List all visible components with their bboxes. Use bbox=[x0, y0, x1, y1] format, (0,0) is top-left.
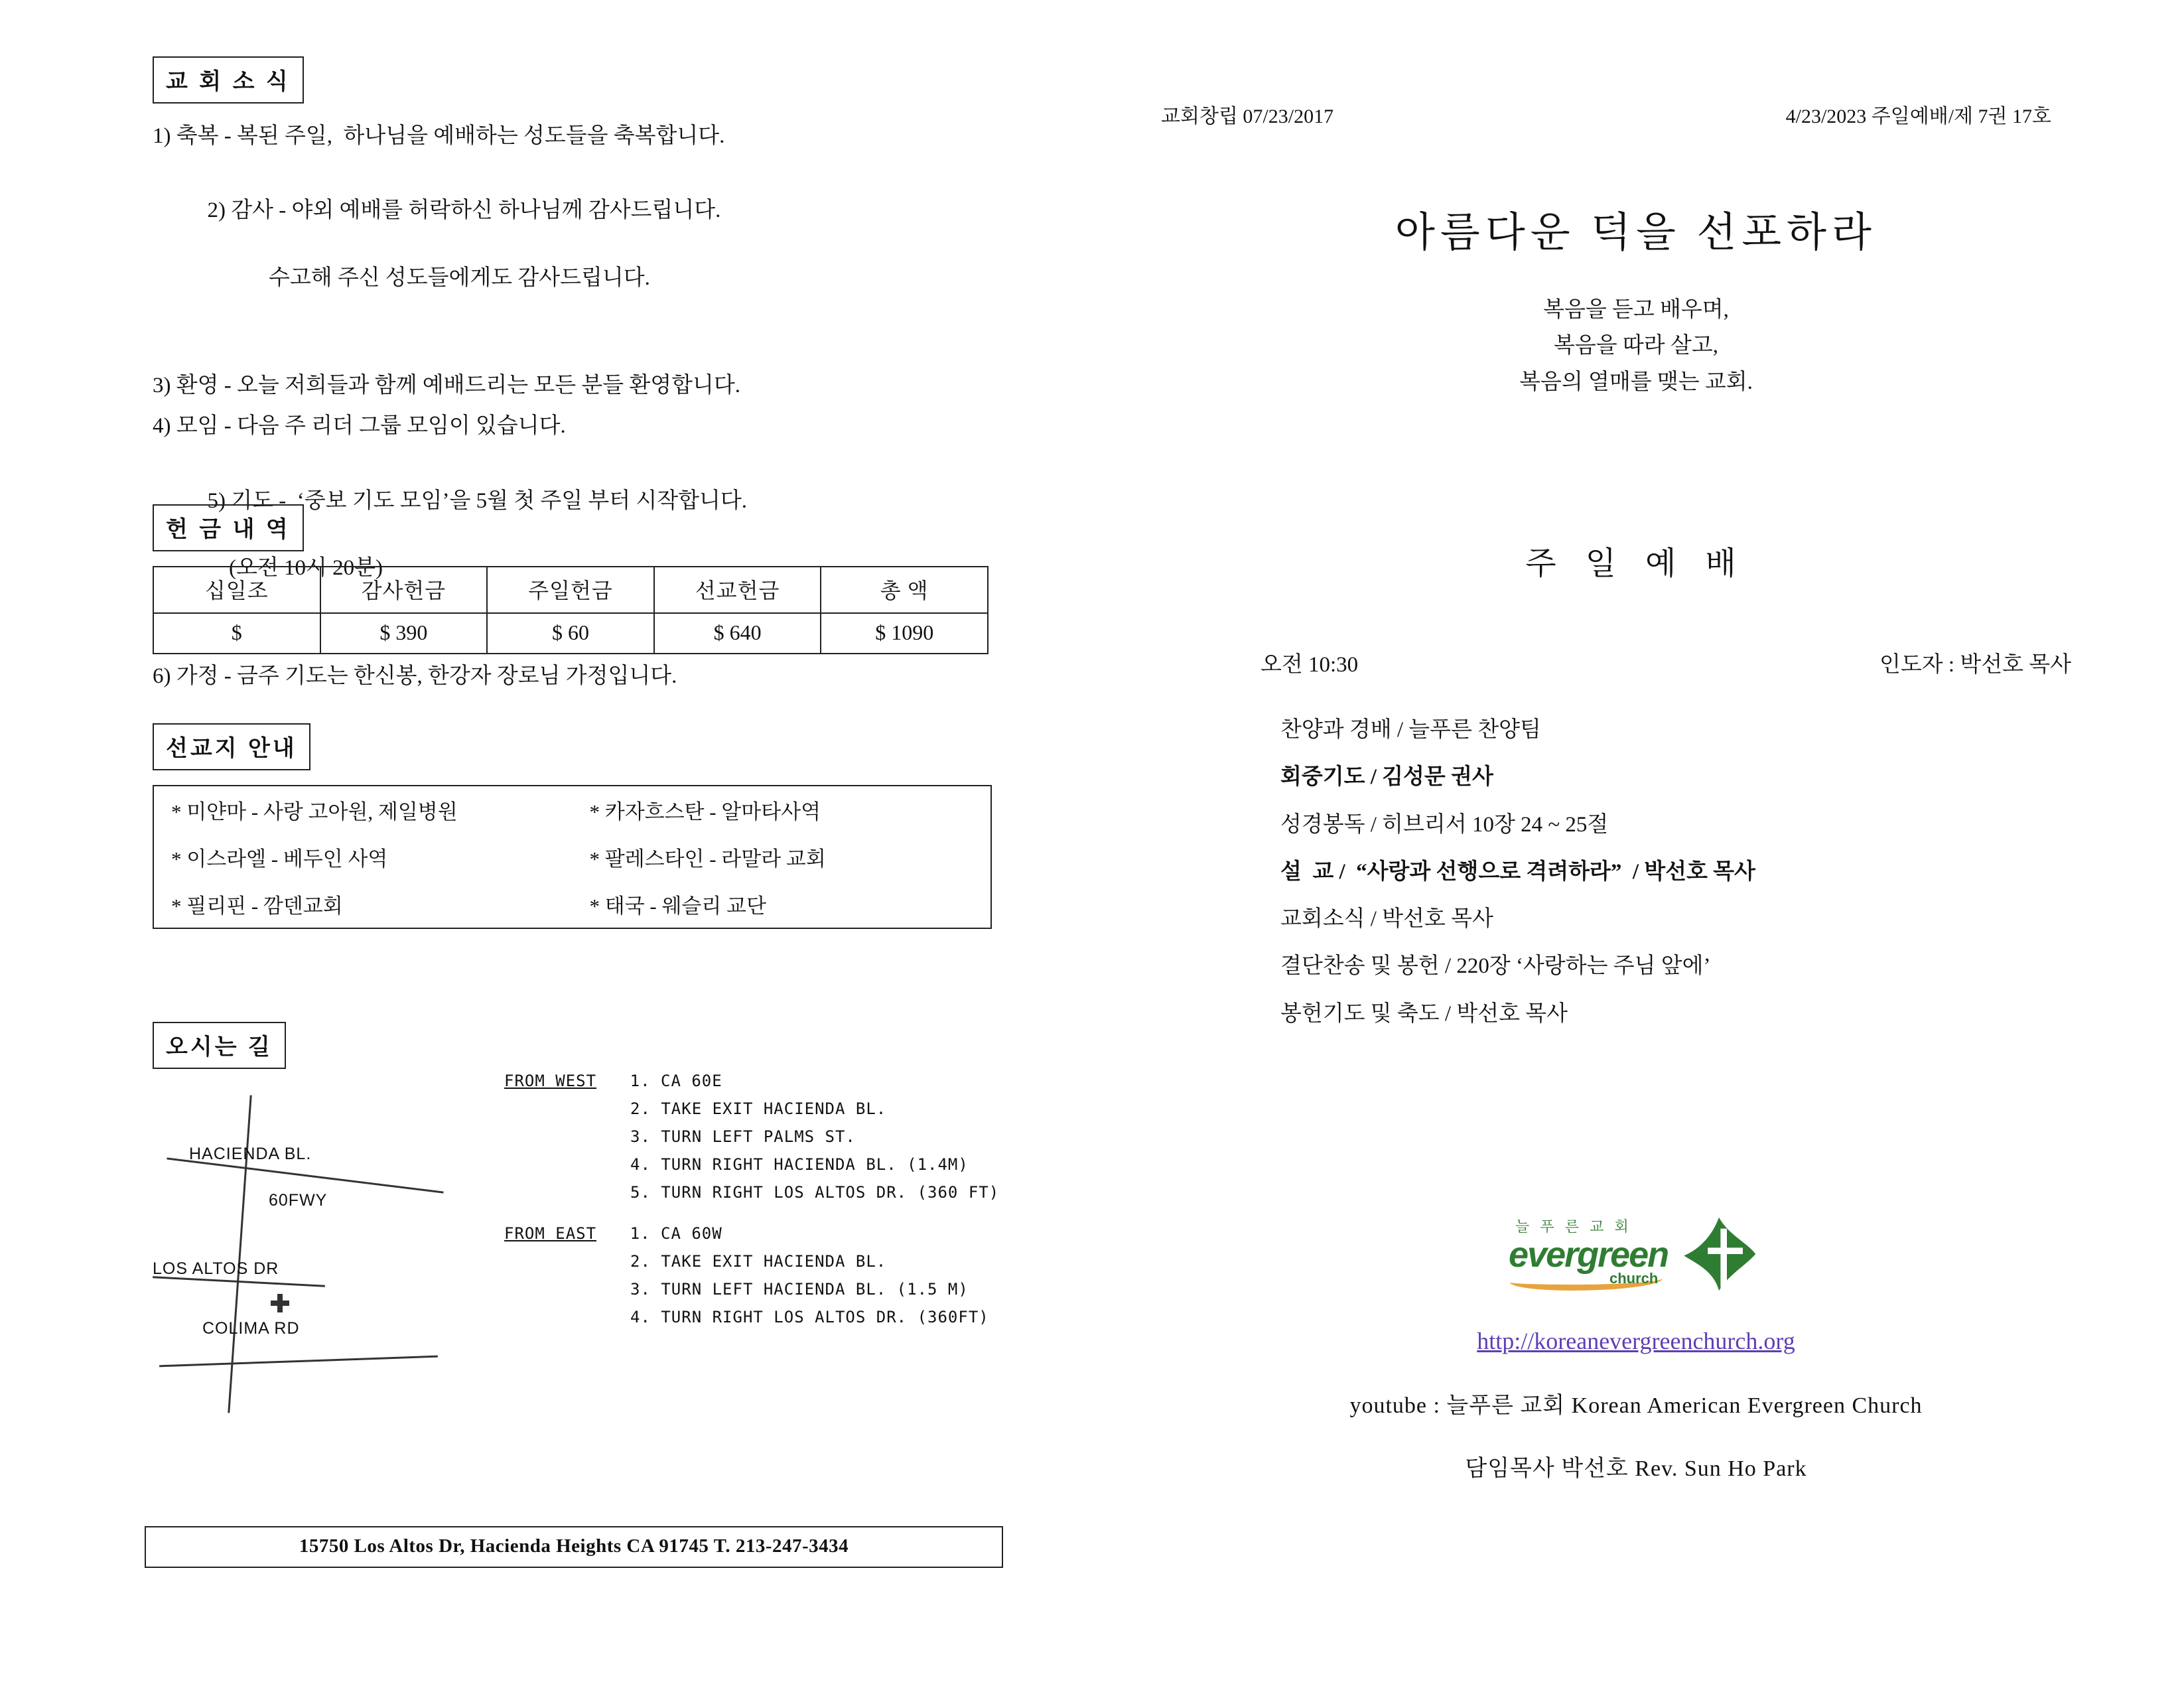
order-item-praise: 찬양과 경배 / 늘푸른 찬양팀 bbox=[1280, 718, 1541, 742]
mission-cell-thailand: * 태국 - 웨슬리 교단 bbox=[589, 894, 766, 918]
offering-value-total: $ 1090 bbox=[821, 613, 988, 654]
route-from-west-label: FROM WEST bbox=[504, 1072, 597, 1090]
route-from-east-step-2: 2. TAKE EXIT HACIENDA BL. bbox=[630, 1252, 887, 1271]
map-label-hacienda: HACIENDA BL. bbox=[189, 1145, 312, 1163]
route-from-east-step-4: 4. TURN RIGHT LOS ALTOS DR. (360FT) bbox=[630, 1308, 989, 1326]
pastor-line: 담임목사 박선호 Rev. Sun Ho Park bbox=[1465, 1456, 1807, 1481]
evergreen-church-logo bbox=[1503, 1214, 1769, 1301]
subtitle-line-1: 복음을 듣고 배우며, bbox=[1543, 298, 1729, 322]
masthead bbox=[1088, 100, 2184, 129]
order-item-announcements: 교회소식 / 박선호 목사 bbox=[1280, 907, 1493, 931]
map-line-colima bbox=[159, 1356, 438, 1368]
church-address: 15750 Los Altos Dr, Hacienda Heights CA 91745 T. 213-247-3434 bbox=[145, 1526, 1003, 1568]
offering-header-total: 총 액 bbox=[821, 567, 988, 613]
worship-order-list bbox=[1280, 717, 2077, 1048]
mission-cell-philippines: * 필리핀 - 깜덴교회 bbox=[171, 894, 343, 918]
news-item-3 bbox=[153, 369, 1035, 403]
news-item-2-subtext: 수고해 주신 성도들에게도 감사드립니다. bbox=[269, 265, 650, 290]
mission-title: 선교지 안내 bbox=[153, 723, 310, 770]
news-item-4-text: 4) 모임 - 다음 주 리더 그룹 모임이 있습니다. bbox=[153, 414, 566, 439]
logo-korean-text: 늘 푸 른 교 회 bbox=[1515, 1218, 1632, 1235]
news-item-3-text: 3) 환영 - 오늘 저희들과 함께 예배드리는 모든 분들 환영합니다. bbox=[153, 374, 741, 398]
website-url[interactable] bbox=[1088, 1327, 2184, 1355]
mission-table bbox=[153, 785, 992, 929]
news-item-6 bbox=[153, 660, 1035, 693]
route-from-east-step-1: 1. CA 60W bbox=[630, 1224, 722, 1243]
offering-value-thanks: $ 390 bbox=[320, 613, 488, 654]
news-item-4 bbox=[153, 409, 1035, 443]
news-item-2-text: 2) 감사 - 야외 예배를 허락하신 하나님께 감사드립니다. bbox=[207, 198, 721, 223]
directions-title: 오시는 길 bbox=[153, 1022, 286, 1069]
news-item-1-text: 1) 축복 - 복된 주일, 하나님을 예배하는 성도들을 축복합니다. bbox=[153, 124, 725, 148]
mission-row bbox=[153, 833, 991, 881]
subtitle-line-3: 복음의 열매를 맺는 교회. bbox=[1519, 370, 1753, 394]
order-item-scripture: 성경봉독 / 히브리서 10장 24 ~ 25절 bbox=[1280, 812, 1609, 837]
route-from-west-step-3: 3. TURN LEFT PALMS ST. bbox=[630, 1127, 856, 1146]
logo-evergreen-text: evergreen bbox=[1509, 1235, 1669, 1275]
mission-cell-kazakhstan: * 카자흐스탄 - 알마타사역 bbox=[589, 800, 821, 823]
offering-header-sunday: 주일헌금 bbox=[487, 567, 654, 613]
map-diagram bbox=[153, 1082, 498, 1433]
issue-info: 4/23/2023 주일예배/제 7권 17호 bbox=[1785, 106, 2051, 127]
offering-value-sunday: $ 60 bbox=[487, 613, 654, 654]
bulletin-subtitle bbox=[1088, 292, 2184, 400]
order-item-sermon: 설 교 / “사랑과 선행으로 격려하라” / 박선호 목사 bbox=[1280, 859, 1755, 884]
logo-church-text: church bbox=[1609, 1270, 1659, 1287]
mission-cell-palestine: * 팔레스타인 - 라말라 교회 bbox=[589, 847, 826, 871]
news-item-1 bbox=[153, 119, 1035, 153]
route-from-east-label: FROM EAST bbox=[504, 1224, 597, 1243]
offering-value-tithe: $ bbox=[153, 613, 320, 654]
left-column bbox=[0, 0, 1088, 1692]
worship-heading: 주 일 예 배 bbox=[1525, 546, 1747, 581]
route-from-west-step-4: 4. TURN RIGHT HACIENDA BL. (1.4M) bbox=[630, 1155, 969, 1174]
church-news-title: 교 회 소 식 bbox=[153, 56, 304, 104]
map-label-colima: COLIMA RD bbox=[202, 1319, 300, 1338]
offering-header-mission: 선교헌금 bbox=[654, 567, 821, 613]
route-directions bbox=[504, 1072, 1042, 1349]
route-from-east-step-3: 3. TURN LEFT HACIENDA BL. (1.5 M) bbox=[630, 1280, 969, 1299]
directions-section bbox=[153, 1022, 1042, 1338]
mission-section bbox=[153, 723, 1035, 929]
website-url-link[interactable]: http://koreanevergreenchurch.org bbox=[1477, 1328, 1795, 1354]
route-from-east bbox=[504, 1224, 1042, 1326]
offering-header-row bbox=[153, 567, 988, 613]
offering-title: 헌 금 내 역 bbox=[153, 504, 304, 551]
order-item-hymn-offering: 결단찬송 및 봉헌 / 220장 ‘사랑하는 주님 앞에’ bbox=[1280, 954, 1711, 979]
worship-time-row bbox=[1088, 647, 2184, 678]
news-item-5-subtext: (오전 10시 20분) bbox=[229, 556, 383, 581]
offering-value-mission: $ 640 bbox=[654, 613, 821, 654]
founded-date: 교회창립 07/23/2017 bbox=[1161, 106, 1334, 127]
right-column bbox=[1088, 0, 2184, 1692]
mission-row bbox=[153, 786, 991, 833]
mission-row bbox=[153, 881, 991, 928]
youtube-line: youtube : 늘푸른 교회 Korean American Evergreen Church bbox=[1349, 1393, 1923, 1418]
news-item-5-text: 5) 기도 - ‘중보 기도 모임’을 5월 첫 주일 부터 시작합니다. bbox=[207, 488, 748, 513]
map-line-vertical bbox=[228, 1095, 251, 1413]
news-item-6-text: 6) 가정 - 금주 기도는 한신봉, 한강자 장로님 가정입니다. bbox=[153, 664, 677, 688]
offering-header-thanks: 감사헌금 bbox=[320, 567, 488, 613]
offering-header-tithe: 십일조 bbox=[153, 567, 320, 613]
mission-cell-myanmar: * 미얀마 - 사랑 고아원, 제일병원 bbox=[171, 800, 458, 823]
logo-leaf-cross-icon bbox=[1676, 1214, 1762, 1294]
map-marker-cross-v bbox=[277, 1294, 283, 1312]
offering-section bbox=[153, 504, 1035, 654]
worship-leader: 인도자 : 박선호 목사 bbox=[1879, 653, 2071, 677]
worship-time: 오전 10:30 bbox=[1261, 653, 1359, 677]
map-label-60fwy: 60FWY bbox=[269, 1191, 328, 1210]
route-from-west-step-2: 2. TAKE EXIT HACIENDA BL. bbox=[630, 1099, 887, 1118]
route-from-west-step-1: 1. CA 60E bbox=[630, 1072, 722, 1090]
subtitle-line-2: 복음을 따라 살고, bbox=[1554, 334, 1718, 358]
order-item-congregational-prayer: 회중기도 / 김성문 권사 bbox=[1280, 765, 1493, 790]
bulletin-title: 아름다운 덕을 선포하라 bbox=[1395, 210, 1877, 255]
mission-cell-israel: * 이스라엘 - 베두인 사역 bbox=[171, 847, 388, 871]
order-item-benediction: 봉헌기도 및 축도 / 박선호 목사 bbox=[1280, 1001, 1568, 1026]
news-item-2 bbox=[153, 160, 1035, 362]
church-logo-wrap bbox=[1088, 1214, 2184, 1301]
route-from-west bbox=[504, 1072, 1042, 1202]
offering-table bbox=[153, 566, 989, 654]
route-from-west-step-5: 5. TURN RIGHT LOS ALTOS DR. (360 FT) bbox=[630, 1183, 1000, 1202]
offering-value-row bbox=[153, 613, 988, 654]
map-label-los-altos: LOS ALTOS DR bbox=[153, 1259, 279, 1278]
